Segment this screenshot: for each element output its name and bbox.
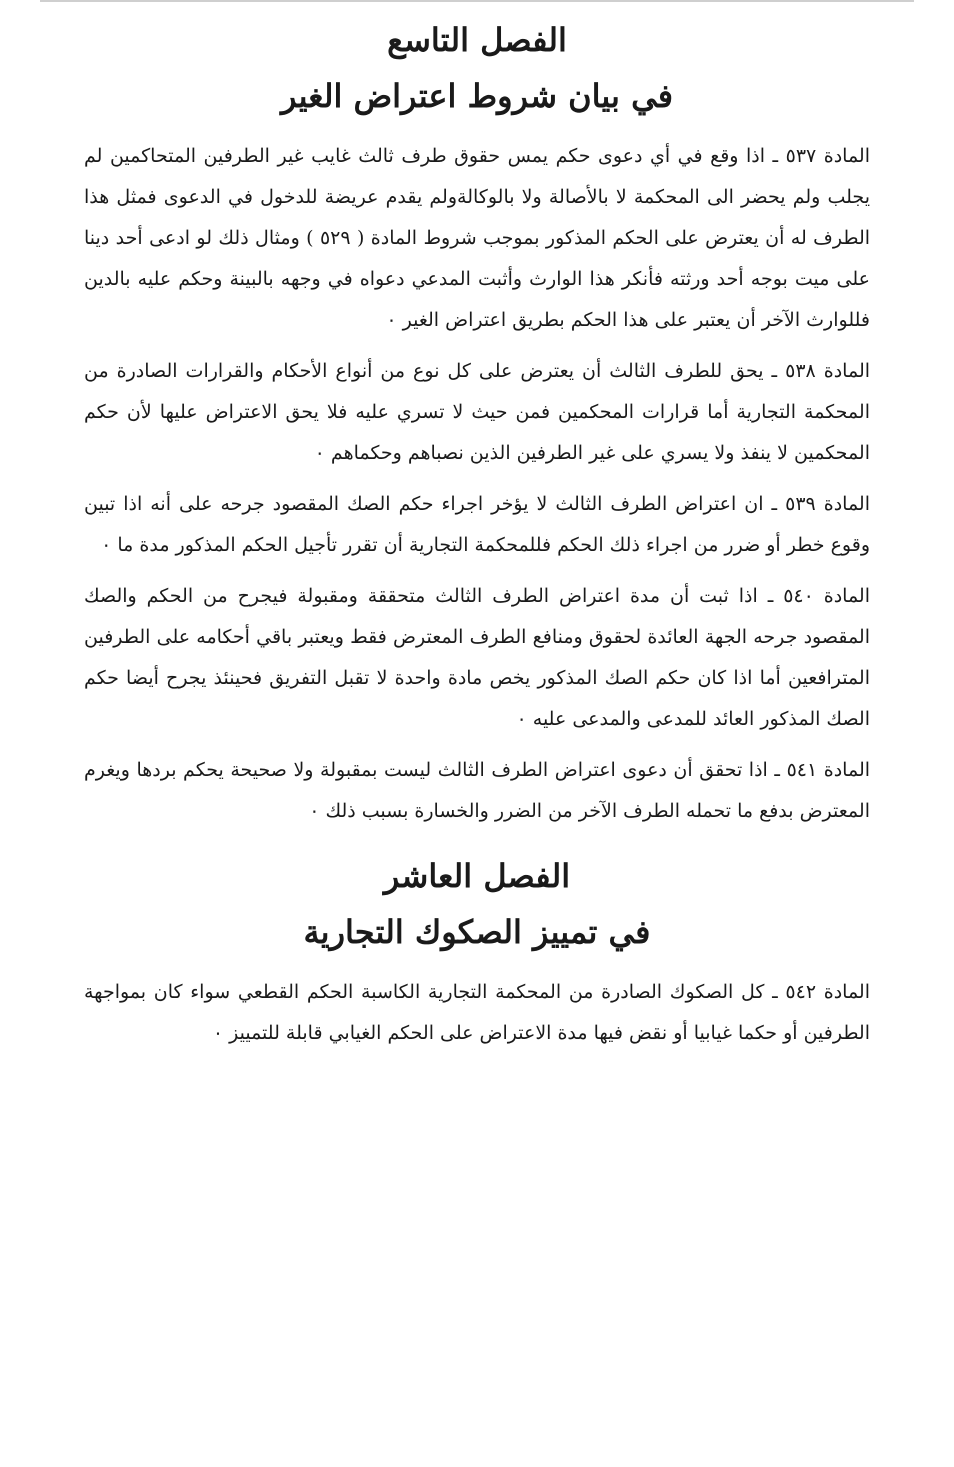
page-top-edge [40,0,914,2]
article-540 [84,576,870,740]
chapter-10-subtitle: في تمييز الصكوك التجارية [303,913,651,951]
article-538-text: يحق للطرف الثالث أن يعترض على كل نوع من أنواع الأحكام والقرارات الصادرة من المحكمة التجارية أما قرارات المحكمين فمن حيث لا تسري عليه فلا يحق الاعتراض عليها لأن حكم المحكمين لا ينفذ ولا يسري على غير الطرفين الذين نصباهم وحكماهم ٠ [84,360,870,464]
chapter-9 [84,14,870,832]
article-542-text: كل الصكوك الصادرة من المحكمة التجارية الكاسبة الحكم القطعي سواء كان بمواجهة الطرفين أو حكما غيابيا أو نقض فيها مدة الاعتراض على الحكم الغيابي قابلة للتمييز ٠ [84,981,870,1044]
article-537-label: المادة ٥٣٧ ـ [772,145,871,167]
document-page [84,14,870,1054]
article-541-text: اذا تحقق أن دعوى اعتراض الطرف الثالث ليست بمقبولة ولا صحيحة يحكم بردها ويغرم المعترض بدفع ما تحمله الطرف الآخر من الضرر والخسارة بسبب ذلك ٠ [84,759,870,822]
chapter-10-title: الفصل العاشر [383,857,571,895]
chapter-9-subtitle: في بيان شروط اعتراض الغير [280,77,674,115]
section-spacer [84,832,870,850]
article-541 [84,750,870,832]
article-537-text: اذا وقع في أي دعوى حكم يمس حقوق طرف ثالث غايب غير الطرفين المتحاكمين لم يجلب ولم يحضر الى المحكمة لا بالأصالة ولا بالوكالةولم يقدم عريضة للدخول في الدعوى فمثل هذا الطرف له أن يعترض على الحكم المذكور بموجب شروط المادة ( ٥٢٩ ) ومثال ذلك لو ادعى أحد دينا على ميت بوجه أحد ورثته فأنكر هذا الوارث وأثبت المدعي دعواه في وجهه بالبينة وحكم عليه بالدين فللوارث الآخر أن يعتبر على هذا الحكم بطريق اعتراض الغير ٠ [84,145,871,331]
article-541-label: المادة ٥٤١ ـ [774,759,871,781]
article-540-label: المادة ٥٤٠ ـ [767,585,871,607]
article-542 [84,972,870,1054]
chapter-10 [84,850,870,1054]
article-539 [84,484,870,566]
article-539-label: المادة ٥٣٩ ـ [771,493,870,515]
article-542-label: المادة ٥٤٢ ـ [772,981,871,1003]
article-538 [84,351,870,474]
article-540-text: اذا ثبت أن مدة اعتراض الطرف الثالث متحققة ومقبولة فيجرح من الحكم والصك المقصود جرحه الجهة العائدة لحقوق ومنافع الطرف المعترض فقط ويعتبر باقي أحكامه على الطرفين المترافعين أما اذا كان حكم الصك المذكور يخص مادة واحدة لا تقبل التفريق فحينئذ يجرح أيضا حكم الصك المذكور العائد للمدعى والمدعى عليه ٠ [84,585,870,730]
article-539-text: ان اعتراض الطرف الثالث لا يؤخر اجراء حكم الصك المقصود جرحه على أنه اذا تبين وقوع خطر أو ضرر من اجراء ذلك الحكم فللمحكمة التجارية أن تقرر تأجيل الحكم المذكور مدة ما ٠ [84,493,870,556]
article-537 [84,136,870,341]
chapter-9-title: الفصل التاسع [387,21,567,59]
article-538-label: المادة ٥٣٨ ـ [771,360,871,382]
